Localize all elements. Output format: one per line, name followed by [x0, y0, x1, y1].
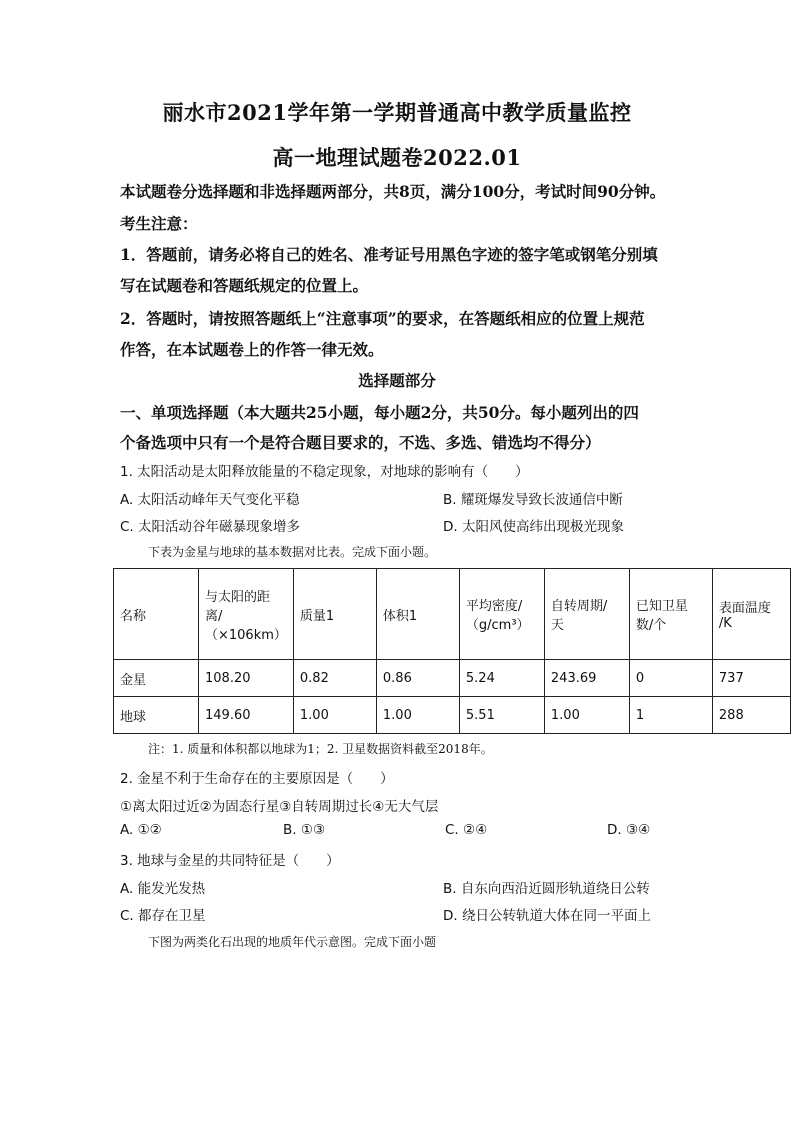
header-distance	[199, 569, 294, 660]
figure-caption: 下图为两类化石出现的地质年代示意图。完成下面小题	[148, 935, 437, 949]
header-satellites-line: 已知卫星	[635, 599, 688, 614]
header-rotation	[544, 569, 629, 660]
header-density	[459, 569, 544, 660]
intro-line: 作答，在本试题卷上的作答一律无效。	[120, 340, 384, 359]
header-temperature	[712, 569, 790, 660]
intro-line: 本试题卷分选择题和非选择题两部分，共8页，满分100分，考试时间90分钟。	[120, 182, 666, 201]
header-temperature-line: /K	[718, 616, 732, 631]
intro-line: 写在试题卷和答题纸规定的位置上。	[120, 276, 369, 295]
option-c: C. ②④	[445, 822, 488, 838]
intro-line: 考生注意：	[120, 214, 198, 233]
section-title: 选择题部分	[358, 371, 436, 390]
header-volume: 体积1	[376, 569, 459, 660]
option-a: A. ①②	[120, 822, 162, 838]
table-row	[114, 697, 791, 734]
planet-data-table	[113, 568, 791, 734]
table-cell: 1.00	[376, 697, 459, 734]
option-d: D. 绕日公转轨道大体在同一平面上	[443, 908, 651, 924]
header-mass: 质量1	[293, 569, 376, 660]
option-c: C. 都存在卫星	[120, 908, 206, 924]
exam-subtitle: 高一地理试题卷2022.01	[272, 145, 522, 170]
table-cell: 108.20	[199, 660, 294, 697]
section-heading: 个备选项中只有一个是符合题目要求的，不选、多选、错选均不得分）	[120, 433, 601, 452]
table-cell: 737	[712, 660, 790, 697]
header-satellites-line: 数/个	[635, 618, 667, 633]
question-stem: 1. 太阳活动是太阳释放能量的不稳定现象，对地球的影响有（ ）	[120, 464, 529, 480]
option-a: A. 太阳活动峰年天气变化平稳	[120, 492, 300, 508]
intro-line: 1．答题前，请务必将自己的姓名、准考证号用黑色字迹的签字笔或钢笔分别填	[120, 245, 658, 264]
question-stem: 2. 金星不利于生命存在的主要原因是（ ）	[120, 771, 394, 787]
option-d: D. 太阳风使高纬出现极光现象	[443, 519, 624, 535]
header-rotation-line: 天	[550, 618, 564, 633]
question-conditions: ①离太阳过近②为固态行星③自转周期过长④无大气层	[120, 799, 439, 815]
table-cell: 288	[712, 697, 790, 734]
header-satellites	[629, 569, 712, 660]
header-distance-line: 与太阳的距	[205, 589, 271, 605]
header-density-line: 平均密度/	[465, 599, 523, 614]
header-distance-line: （×106km）	[205, 627, 287, 643]
option-a: A. 能发光发热	[120, 881, 206, 897]
header-rotation-line: 自转周期/	[550, 599, 608, 614]
header-density-line: （g/cm³）	[465, 618, 530, 633]
table-cell: 5.51	[459, 697, 544, 734]
header-distance-line: 离/	[205, 608, 223, 624]
table-note: 注：1. 质量和体积都以地球为1；2. 卫星数据资料截至2018年。	[148, 742, 493, 756]
table-header-row	[114, 569, 791, 660]
exam-title: 丽水市2021学年第一学期普通高中教学质量监控	[162, 100, 632, 125]
header-name: 名称	[114, 569, 199, 660]
table-cell: 地球	[114, 697, 199, 734]
table-cell: 0.82	[293, 660, 376, 697]
table-cell: 1	[629, 697, 712, 734]
table-cell: 1.00	[544, 697, 629, 734]
table-caption: 下表为金星与地球的基本数据对比表。完成下面小题。	[148, 545, 437, 559]
header-temperature-line: 表面温度	[718, 601, 771, 616]
table-cell: 5.24	[459, 660, 544, 697]
table-cell: 金星	[114, 660, 199, 697]
table-cell: 0	[629, 660, 712, 697]
option-b: B. 耀斑爆发导致长波通信中断	[443, 492, 623, 508]
table-cell: 243.69	[544, 660, 629, 697]
option-b: B. ①③	[283, 822, 326, 838]
table-row	[114, 660, 791, 697]
option-b: B. 自东向西沿近圆形轨道绕日公转	[443, 881, 650, 897]
table-cell: 0.86	[376, 660, 459, 697]
option-d: D. ③④	[607, 822, 651, 838]
intro-line: 2．答题时，请按照答题纸上“注意事项”的要求，在答题纸相应的位置上规范	[120, 309, 645, 328]
table-cell: 1.00	[293, 697, 376, 734]
section-heading: 一、单项选择题（本大题共25小题，每小题2分，共50分。每小题列出的四	[120, 403, 639, 422]
option-c: C. 太阳活动谷年磁暴现象增多	[120, 519, 301, 535]
table-cell: 149.60	[199, 697, 294, 734]
question-stem: 3. 地球与金星的共同特征是（ ）	[120, 853, 340, 869]
